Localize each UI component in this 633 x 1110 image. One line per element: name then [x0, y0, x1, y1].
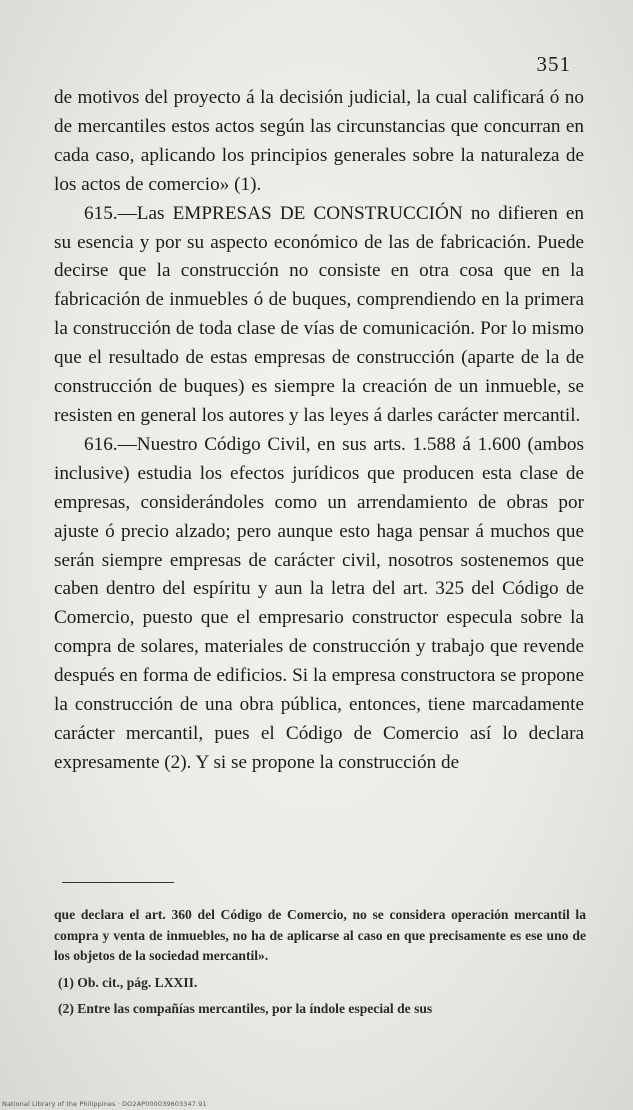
- paragraph-615: 615.—Las EMPRESAS DE CONSTRUCCIÓN no difieren en su esencia y por su aspecto económico de las de fabricación. Puede decirse que la construcción no consiste en otra cosa que en la fabricación de inmuebles ó de buques, comprendiendo en la primera la construcción de toda clase de vías de comunicación. Por lo mismo que el resultado de estas empresas de construcción (aparte de la de construcción de buques) es siempre la creación de un inmueble, se resisten en general los autores y las leyes á darles carácter mercantil.: [54, 202, 584, 426]
- footnote-2: (2) Entre las compañías mercantiles, por la índole especial de sus: [58, 1001, 433, 1017]
- page-number: 351: [536, 52, 571, 76]
- paragraph-continuation: de motivos del proyecto á la decisión judicial, la cual calificará ó no de mercantiles estos actos según las circunstancias que concurran en cada caso, aplicando los principios generales sobre la naturaleza de los actos de comercio» (1).: [54, 87, 584, 195]
- footnote-continuation: que declara el art. 360 del Código de Comercio, no se considera operación mercantil la compra y venta de inmuebles, no ha de aplicarse al caso en que precisamente es ese uno de los objetos de la sociedad mercantil».: [54, 907, 586, 964]
- footnotes: [54, 905, 586, 1020]
- paragraph-616: 616.—Nuestro Código Civil, en sus arts. 1.588 á 1.600 (ambos inclusive) estudia los efectos jurídicos que producen esta clase de empresas, considerándoles como un arrendamiento de obras por ajuste ó precio alzado; pero aunque esto haga pensar á muchos que serán siempre empresas de carácter civil, nosotros sostenemos que caben dentro del espíritu y aun la letra del art. 325 del Código de Comercio, puesto que el empresario constructor especula sobre la compra de solares, materiales de construcción y trabajo que revende después en forma de edificios. Si la empresa constructora se propone la construcción de una obra pública, entonces, tiene marcadamente carácter mercantil, pues el Código de Comercio así lo declara expresamente (2). Y si se propone la construcción de: [54, 433, 584, 773]
- footnote-divider: [62, 882, 174, 883]
- library-credit: National Library of the Philippines · DO2AP000039603347.91: [2, 1100, 207, 1108]
- body-text: [54, 84, 584, 778]
- footnote-1: (1) Ob. cit., pág. LXXII.: [58, 974, 198, 990]
